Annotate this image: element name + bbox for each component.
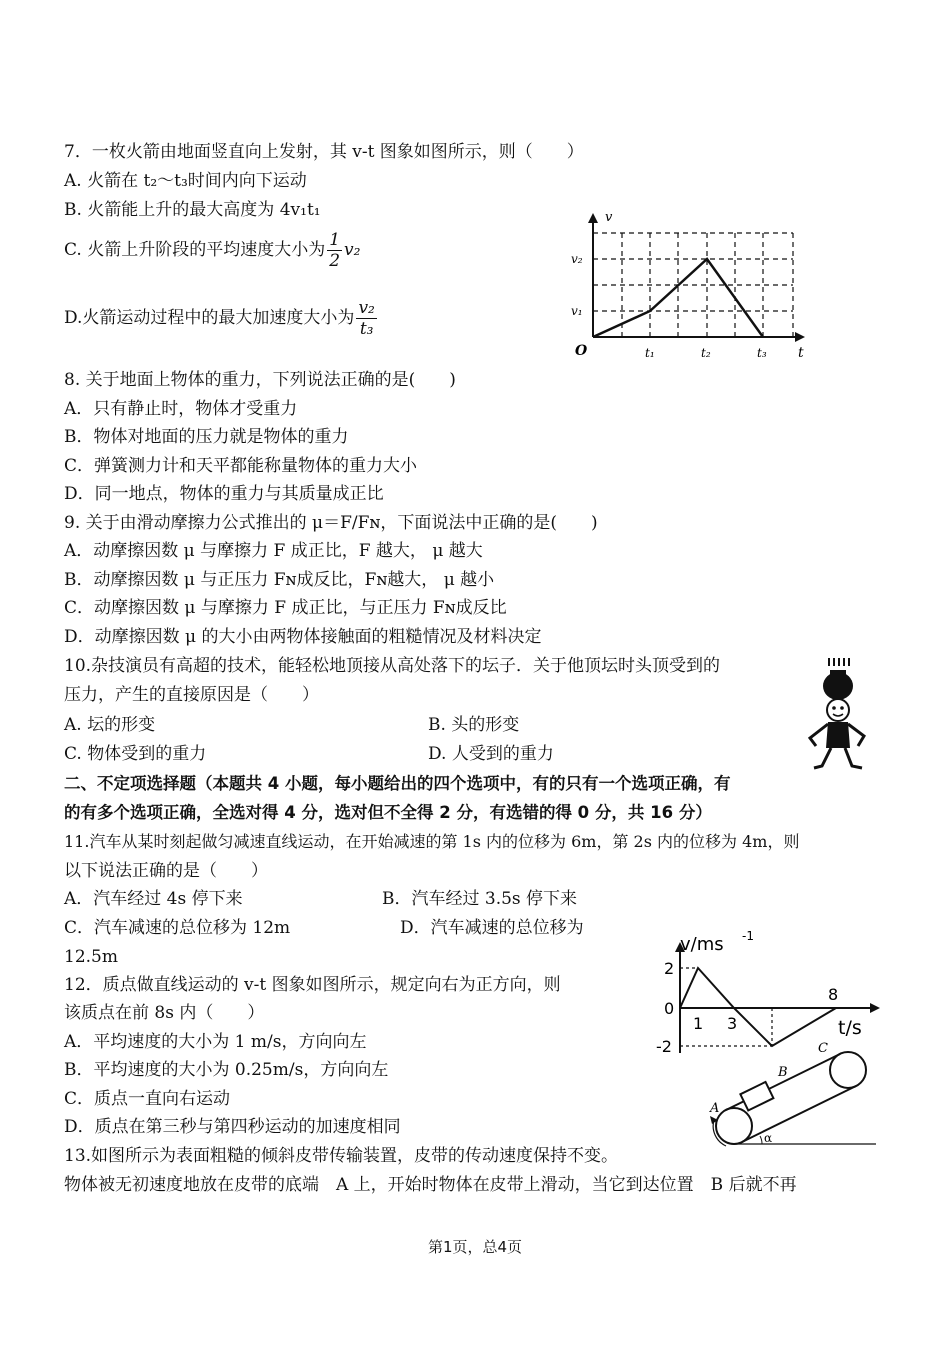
q12-stem-line2: 该质点在前 8s 内（ ） [64,1003,265,1023]
page-footer: 第1页，总4页 [427,1238,523,1256]
section2-heading-line1: 二、不定项选择题（本题共 4 小题，每小题给出的四个选项中，有的只有一个选项正确，有 [64,774,731,793]
q7-t3-label: t₃ [757,346,767,360]
q12-tick-3: 3 [727,1014,738,1033]
q9-option-c: C．动摩擦因数 μ 与摩擦力 F 成正比，与正压力 Fɴ成反比 [64,598,507,618]
q11-option-a: A．汽车经过 4s 停下来 [64,889,243,909]
q13-label-a: A [710,1101,720,1116]
q10-option-c: C. 物体受到的重力 [64,744,207,764]
q12-option-b: B．平均速度的大小为 0.25m/s，方向向左 [64,1060,389,1080]
q12-t-axis-label: t/s [838,1017,862,1039]
q7-t-axis-label: t [798,345,804,361]
q7-stem: 7．一枚火箭由地面竖直向上发射，其 v-t 图象如图所示，则（ ） [64,142,584,162]
q7-t1-label: t₁ [645,346,655,360]
q11-stem-line2: 以下说法正确的是（ ） [64,861,268,881]
q12-tick-8: 8 [828,985,839,1004]
q11-stem-line1: 11.汽车从某时刻起做匀减速直线运动，在开始减速的第 1s 内的位移为 6m，第 2s 内的位移为 4m，则 [64,832,800,851]
q11-option-b: B．汽车经过 3.5s 停下来 [382,889,578,909]
q7-c-denominator: 2 [329,251,341,271]
q12-option-a: A．平均速度的大小为 1 m/s，方向向左 [64,1032,367,1052]
q7-origin-label: O [575,343,588,359]
q12-tick-1: 1 [693,1014,704,1033]
q7-option-a: A. 火箭在 t₂～t₃时间内向下运动 [64,171,307,191]
q7-d-denominator: t₃ [359,319,374,339]
q8-stem: 8. 关于地面上物体的重力，下列说法正确的是( ) [64,370,456,390]
q7-c-numerator: 1 [329,230,341,250]
q7-v-axis-label: v [605,210,613,225]
q8-option-a: A．只有静止时，物体才受重力 [64,399,298,419]
section2-heading-line2: 的有多个选项正确，全选对得 4 分，选对但不全得 2 分，有选错的得 0 分，共 16 分） [64,803,712,822]
q9-option-b: B．动摩擦因数 μ 与正压力 Fɴ成反比，Fɴ越大， μ 越小 [64,570,495,590]
q8-option-b: B．物体对地面的压力就是物体的重力 [64,427,349,447]
q12-tick-0: 0 [664,999,675,1018]
q11-option-d: D．汽车减速的总位移为 [400,918,584,938]
q9-option-a: A．动摩擦因数 μ 与摩擦力 F 成正比，F 越大， μ 越大 [64,541,483,561]
q13-conveyor-figure [700,1040,880,1152]
q12-v-axis-label: v/ms [680,934,724,955]
q11-option-d-continued: 12.5m [64,947,118,967]
q7-c-fraction [327,230,342,271]
q7-option-d [64,298,377,339]
q11-option-c: C．汽车减速的总位移为 12m [64,918,291,938]
q7-d-fraction [356,298,376,339]
q10-option-b: B. 头的形变 [428,715,520,735]
q12-option-c: C．质点一直向右运动 [64,1089,231,1109]
q13-stem-line1: 13.如图所示为表面粗糙的倾斜皮带传输装置，皮带的传动速度保持不变。 [64,1146,619,1166]
q8-option-d: D．同一地点，物体的重力与其质量成正比 [64,484,384,504]
q12-v-axis-exponent: -1 [742,929,754,943]
q9-option-d: D．动摩擦因数 μ 的大小由两物体接触面的粗糙情况及材料决定 [64,627,542,647]
q8-option-c: C．弹簧测力计和天平都能称量物体的重力大小 [64,456,418,476]
q7-v2-label: v₂ [571,252,583,266]
q9-stem: 9. 关于由滑动摩擦力公式推出的 μ＝F/Fɴ，下面说法中正确的是( ) [64,513,598,533]
q7-c-variable: v₂ [344,240,361,260]
q7-option-c-text: C. 火箭上升阶段的平均速度大小为 [64,240,326,260]
acrobat-illustration [800,656,876,774]
q10-option-d: D. 人受到的重力 [428,744,554,764]
q10-option-a: A. 坛的形变 [64,715,156,735]
q7-v1-label: v₁ [571,304,583,318]
q7-d-numerator: v₂ [358,298,375,318]
q13-label-c: C [818,1041,828,1056]
q13-stem-line2: 物体被无初速度地放在皮带的底端 A 上，开始时物体在皮带上滑动，当它到达位置 B 后就不再 [64,1175,797,1195]
q7-option-d-text: D.火箭运动过程中的最大加速度大小为 [64,308,355,328]
q12-option-d: D．质点在第三秒与第四秒运动的加速度相同 [64,1117,401,1137]
q7-option-c [64,230,360,271]
q12-stem-line1: 12．质点做直线运动的 v-t 图象如图所示，规定向右为正方向，则 [64,975,561,995]
q7-t2-label: t₂ [701,346,711,360]
q13-label-b: B [778,1065,788,1080]
q7-option-b: B. 火箭能上升的最大高度为 4v₁t₁ [64,200,321,220]
q13-label-alpha: α [764,1131,773,1145]
q10-stem-line1: 10.杂技演员有高超的技术，能轻松地顶接从高处落下的坛子．关于他顶坛时头顶受到的 [64,656,721,676]
q10-stem-line2: 压力，产生的直接原因是（ ） [64,685,319,705]
q12-tick-2: 2 [664,959,675,978]
q12-tick-neg2: -2 [656,1037,672,1056]
q7-vt-graph [565,205,815,365]
